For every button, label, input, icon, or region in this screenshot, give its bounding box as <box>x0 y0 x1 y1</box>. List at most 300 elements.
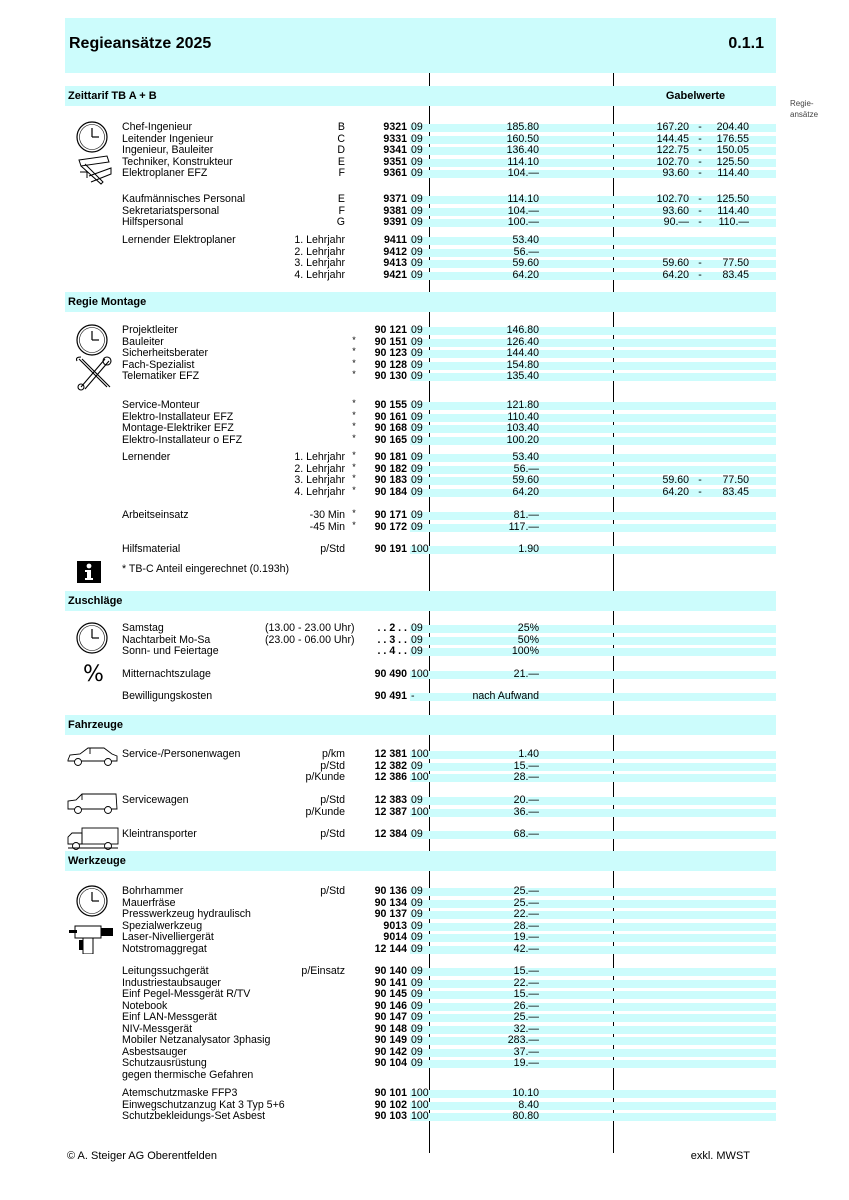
item-unit: 4. Lehrjahr <box>294 268 345 281</box>
footnote-star: * <box>352 421 356 431</box>
article-code: 12 383 <box>374 794 407 806</box>
price-value: 185.80 <box>506 121 539 133</box>
section-header <box>65 86 776 106</box>
page-header <box>65 18 776 73</box>
gabel-dash: - <box>698 193 702 205</box>
section-header <box>65 851 776 871</box>
code-suffix: 09 <box>411 509 423 521</box>
article-code: 90 104 <box>374 1057 407 1069</box>
code-suffix: 09 <box>411 896 423 909</box>
price-value: 1.90 <box>518 543 539 555</box>
price-value: 28.— <box>513 771 539 783</box>
price-value: 80.80 <box>512 1110 539 1122</box>
gabel-dash: - <box>698 216 702 228</box>
price-value: 114.10 <box>507 155 539 168</box>
item-label: Einf Pegel-Messgerät R/TV <box>122 988 251 1000</box>
code-suffix: 09 <box>411 828 423 840</box>
price-row <box>65 669 776 681</box>
code-suffix: 09 <box>411 520 423 533</box>
footnote-star: * <box>352 508 356 518</box>
price-value: nach Aufwand <box>472 690 539 702</box>
article-code: 9014 <box>383 931 407 943</box>
article-code: 90 155 <box>374 399 407 411</box>
gabel-dash: - <box>698 132 702 145</box>
price-value: 19.— <box>513 931 539 943</box>
item-label: Einf LAN-Messgerät <box>122 1011 217 1023</box>
item-unit: p/Einsatz <box>301 965 345 977</box>
price-row <box>65 235 776 247</box>
item-label: Notebook <box>122 999 168 1012</box>
gabel-min: 90.— <box>663 216 689 228</box>
item-label: Laser-Nivelliergerät <box>122 931 214 943</box>
article-code: 9413 <box>383 257 407 269</box>
price-value: 68.— <box>513 828 539 840</box>
section-title: Regie Montage <box>68 296 147 308</box>
code-suffix: 09 <box>411 347 423 359</box>
price-value: 25.— <box>513 1011 539 1023</box>
footnote-star: * <box>352 369 356 379</box>
item-label: Lernender Elektroplaner <box>122 234 236 246</box>
item-label: Notstromaggregat <box>122 942 207 955</box>
code-suffix: 09 <box>411 485 423 498</box>
article-code: 9341 <box>383 144 407 156</box>
gabel-max: 150.05 <box>716 144 749 156</box>
price-row <box>65 423 776 435</box>
price-row <box>65 510 776 522</box>
price-value: 26.— <box>513 999 539 1012</box>
price-value: 117.— <box>508 520 539 533</box>
van-icon <box>66 792 120 821</box>
item-label: Leitungssuchgerät <box>122 965 209 977</box>
car-icon <box>66 746 120 773</box>
price-row <box>65 519 776 534</box>
code-suffix: 09 <box>411 433 423 446</box>
gabel-max: 83.45 <box>722 268 749 281</box>
price-value: 15.— <box>513 988 539 1000</box>
price-value: 53.40 <box>512 234 539 246</box>
article-code: 90 130 <box>374 370 407 382</box>
copyright-text: © A. Steiger AG Oberentfelden <box>67 1150 217 1162</box>
gabel-min: 93.60 <box>662 167 689 179</box>
gabelwerte-header: Gabelwerte <box>665 90 726 102</box>
item-unit: -30 Min <box>309 509 345 521</box>
price-row <box>65 400 776 412</box>
article-code: 90 141 <box>374 976 407 989</box>
code-suffix: 09 <box>411 399 423 411</box>
svg-text:%: % <box>83 662 104 687</box>
code-suffix: 09 <box>411 633 423 646</box>
item-unit: 2. Lehrjahr <box>294 462 345 475</box>
article-code: 90 140 <box>374 965 407 977</box>
price-row <box>65 452 776 464</box>
gabel-dash: - <box>698 485 702 498</box>
page-number: 0.1.1 <box>728 35 764 52</box>
gabel-min: 102.70 <box>656 193 689 205</box>
item-label: Spezialwerkzeug <box>122 919 203 932</box>
item-label: Bohrhammer <box>122 885 184 897</box>
price-sheet <box>65 18 776 1153</box>
item-label: Sonn- und Feiertage <box>122 645 219 657</box>
price-row <box>65 1088 776 1100</box>
item-unit: G <box>336 216 345 228</box>
gabel-min: 59.60 <box>662 257 689 269</box>
price-row <box>65 484 776 499</box>
code-suffix: 09 <box>411 216 423 228</box>
article-code: 12 382 <box>374 759 407 772</box>
item-label: Elektro-Installateur o EFZ <box>122 433 243 446</box>
price-value: 42.— <box>513 942 539 955</box>
footnote-star: * <box>352 334 356 345</box>
item-unit: D <box>337 144 345 156</box>
item-label: Mobiler Netzanalysator 3phasig <box>122 1034 271 1046</box>
article-code: 90 191 <box>374 543 407 555</box>
code-suffix: 09 <box>411 268 423 281</box>
gabel-max: 110.— <box>718 216 749 228</box>
price-row <box>65 909 776 921</box>
item-label: Asbestsauger <box>122 1045 187 1058</box>
code-suffix: 09 <box>411 885 423 897</box>
gabel-max: 77.50 <box>722 257 749 269</box>
article-code: 9381 <box>383 204 407 217</box>
item-unit: 1. Lehrjahr <box>294 451 345 463</box>
code-suffix: 09 <box>411 245 423 258</box>
price-row <box>65 932 776 944</box>
code-suffix: 09 <box>411 121 423 133</box>
price-row <box>65 432 776 447</box>
price-value: 15.— <box>513 759 539 772</box>
code-suffix: 09 <box>411 204 423 217</box>
article-code: . . 4 . . <box>377 645 407 657</box>
article-code: 12 384 <box>374 828 407 840</box>
price-value: 37.— <box>513 1045 539 1058</box>
code-suffix: 09 <box>411 965 423 977</box>
code-suffix: 09 <box>411 193 423 205</box>
gabel-max: 114.40 <box>717 167 749 179</box>
price-value: 25.— <box>513 885 539 897</box>
price-value: 114.10 <box>507 193 539 205</box>
article-code: 90 103 <box>374 1110 407 1122</box>
gabel-max: 125.50 <box>716 155 749 168</box>
article-code: 90 121 <box>374 324 407 336</box>
price-value: 136.40 <box>506 144 539 156</box>
article-code: 12 381 <box>374 748 407 760</box>
price-value: 56.— <box>513 245 539 258</box>
footnote-star: * <box>352 450 356 460</box>
item-unit: E <box>337 155 345 168</box>
article-code: 90 183 <box>374 474 407 486</box>
item-label: Service-Monteur <box>122 399 200 411</box>
section-header <box>65 591 776 611</box>
gabel-min: 167.20 <box>656 121 689 133</box>
code-suffix: 09 <box>411 462 423 475</box>
footnote-text: * TB-C Anteil eingerechnet (0.193h) <box>122 563 290 575</box>
item-label: Kaufmännisches Personal <box>122 193 246 205</box>
code-suffix: 09 <box>411 1011 423 1023</box>
gabel-dash: - <box>698 155 702 168</box>
price-row <box>65 1070 776 1082</box>
code-suffix: 09 <box>411 410 423 423</box>
price-value: 100.20 <box>506 433 539 446</box>
section-title: Fahrzeuge <box>68 719 124 731</box>
item-label: Bauleiter <box>122 335 164 348</box>
code-suffix: 09 <box>411 370 423 382</box>
section-header <box>65 715 776 735</box>
code-suffix: 09 <box>411 1034 423 1046</box>
article-code: 90 171 <box>374 509 407 521</box>
code-suffix: 09 <box>411 988 423 1000</box>
item-label: Lernender <box>122 451 171 463</box>
price-value: 32.— <box>513 1022 539 1035</box>
code-suffix: 09 <box>411 1045 423 1058</box>
article-code: 9411 <box>384 234 407 246</box>
article-code: 90 137 <box>374 908 407 920</box>
price-row <box>65 795 776 807</box>
code-suffix: 09 <box>411 132 423 145</box>
article-code: . . 3 . . <box>377 633 407 646</box>
price-row <box>65 966 776 978</box>
code-suffix: 09 <box>411 931 423 943</box>
gabel-dash: - <box>698 144 702 156</box>
item-label: Samstag <box>122 622 164 634</box>
item-unit: 4. Lehrjahr <box>294 485 345 498</box>
side-note-line: ansätze <box>790 110 819 119</box>
clock-drill-icon <box>69 884 119 959</box>
price-value: 100.— <box>507 216 539 228</box>
price-value: 146.80 <box>506 324 539 336</box>
section-title: Zeittarif TB A + B <box>68 90 157 102</box>
code-suffix: 100 <box>411 805 429 818</box>
item-unit: p/Std <box>320 759 345 772</box>
clock-percent-icon <box>69 621 119 696</box>
item-label: Nachtarbeit Mo-Sa <box>122 633 211 646</box>
price-row <box>65 194 776 206</box>
price-row <box>65 544 776 556</box>
article-code: 9371 <box>383 193 407 205</box>
code-suffix: 100 <box>411 1110 429 1122</box>
price-value: 22.— <box>513 976 539 989</box>
article-code: 9391 <box>383 216 407 228</box>
article-code: 90 146 <box>374 999 407 1012</box>
item-label: Telematiker EFZ <box>122 370 200 382</box>
footnote-star: * <box>352 473 356 483</box>
gabel-min: 64.20 <box>662 268 689 281</box>
price-row <box>65 646 776 658</box>
info-icon <box>77 561 101 588</box>
article-code: 90 147 <box>374 1011 407 1023</box>
code-suffix: 09 <box>411 257 423 269</box>
footnote-star: * <box>352 398 356 408</box>
price-row <box>65 325 776 337</box>
item-unit: p/km <box>322 748 345 760</box>
item-unit: p/Std <box>320 885 345 897</box>
price-value: 50% <box>517 633 539 646</box>
price-value: 22.— <box>513 908 539 920</box>
price-value: 59.60 <box>512 257 539 269</box>
price-value: 1.40 <box>518 748 539 760</box>
item-label: Leitender Ingenieur <box>122 132 214 145</box>
article-code: 90 182 <box>374 462 407 475</box>
footnote-star: * <box>352 346 356 356</box>
code-suffix: 09 <box>411 908 423 920</box>
code-suffix: 09 <box>411 234 423 246</box>
code-suffix: 09 <box>411 942 423 955</box>
item-unit: 1. Lehrjahr <box>294 234 345 246</box>
code-suffix: 09 <box>411 999 423 1012</box>
side-note <box>790 98 818 120</box>
footnote-star: * <box>352 519 356 530</box>
price-row <box>65 258 776 270</box>
price-row <box>65 807 776 819</box>
article-code: 90 136 <box>374 885 407 897</box>
item-label: Schutzbekleidungs-Set Asbest <box>122 1110 266 1122</box>
footer <box>67 1150 750 1162</box>
price-value: 20.— <box>513 794 539 806</box>
item-label: Hilfspersonal <box>122 216 184 228</box>
gabel-dash: - <box>698 167 702 179</box>
article-code: 12 386 <box>374 771 407 783</box>
gabel-min: 64.20 <box>662 485 689 498</box>
code-suffix: 09 <box>411 451 423 463</box>
item-label: Montage-Elektriker EFZ <box>122 422 234 434</box>
price-row <box>65 623 776 635</box>
price-value: 104.— <box>507 167 539 179</box>
article-code: 9412 <box>383 245 407 258</box>
price-value: 121.80 <box>506 399 539 411</box>
code-suffix: 09 <box>411 155 423 168</box>
code-suffix: 09 <box>411 324 423 336</box>
article-code: 90 172 <box>374 520 407 533</box>
item-label: Elektroplaner EFZ <box>122 167 208 179</box>
item-label: Techniker, Konstrukteur <box>122 155 233 168</box>
price-row <box>65 145 776 157</box>
price-value: 144.40 <box>506 347 539 359</box>
article-code: 90 165 <box>374 433 407 446</box>
price-value: 104.— <box>507 204 539 217</box>
item-label: Projektleiter <box>122 324 178 336</box>
price-row <box>65 217 776 229</box>
gabel-min: 59.60 <box>662 474 689 486</box>
code-suffix: 09 <box>411 759 423 772</box>
code-suffix: - <box>411 690 415 702</box>
price-row <box>65 749 776 761</box>
article-code: 9331 <box>383 132 407 145</box>
price-value: 56.— <box>513 462 539 475</box>
side-note-line: Regie- <box>790 99 814 108</box>
item-unit: F <box>338 204 345 217</box>
item-label: Bewilligungskosten <box>122 690 213 702</box>
gabel-min: 122.75 <box>656 144 689 156</box>
article-code: 90 128 <box>374 358 407 371</box>
item-unit: C <box>337 132 345 145</box>
article-code: 12 387 <box>374 805 407 818</box>
price-row <box>65 1035 776 1047</box>
item-unit: p/Std <box>320 828 345 840</box>
item-label: Industriestaubsauger <box>122 976 221 989</box>
price-value: 10.10 <box>512 1087 539 1099</box>
item-label: Mauerfräse <box>122 896 176 909</box>
price-value: 64.20 <box>512 485 539 498</box>
price-row <box>65 886 776 898</box>
footnote-star: * <box>352 461 356 472</box>
footnote-star: * <box>352 432 356 443</box>
article-code: 12 144 <box>374 942 407 955</box>
article-code: 90 123 <box>374 347 407 359</box>
item-label: Sekretariatspersonal <box>122 204 220 217</box>
item-label: Ingenieur, Bauleiter <box>122 144 214 156</box>
code-suffix: 09 <box>411 335 423 348</box>
price-value: 36.— <box>513 805 539 818</box>
price-value: 25.— <box>513 896 539 909</box>
article-code: 9013 <box>383 919 407 932</box>
price-row <box>65 944 776 956</box>
clock-plan-icon <box>69 120 119 195</box>
article-code: 9421 <box>383 268 407 281</box>
gabel-max: 77.50 <box>722 474 749 486</box>
code-suffix: 100 <box>411 668 429 680</box>
item-label: Sicherheitsberater <box>122 347 208 359</box>
price-row <box>65 270 776 282</box>
code-suffix: 09 <box>411 422 423 434</box>
article-code: 90 134 <box>374 896 407 909</box>
price-value: 25% <box>517 622 539 634</box>
article-code: 90 101 <box>374 1087 407 1099</box>
code-suffix: 09 <box>411 1057 423 1069</box>
gabel-max: 204.40 <box>716 121 749 133</box>
article-code: 90 149 <box>374 1034 407 1046</box>
price-row <box>65 475 776 487</box>
item-label: Fach-Spezialist <box>122 358 195 371</box>
code-suffix: 09 <box>411 976 423 989</box>
item-label: gegen thermische Gefahren <box>122 1068 254 1081</box>
gabel-max: 176.55 <box>716 132 749 145</box>
price-value: 110.40 <box>507 410 539 423</box>
article-code: 90 161 <box>374 410 407 423</box>
section-header <box>65 292 776 312</box>
item-unit: p/Std <box>320 794 345 806</box>
article-code: 90 490 <box>374 668 407 680</box>
code-suffix: 100 <box>411 1098 429 1111</box>
price-value: 103.40 <box>506 422 539 434</box>
gabel-max: 114.40 <box>717 204 749 217</box>
item-label: Einwegschutzanzug Kat 3 Typ 5+6 <box>122 1098 285 1111</box>
article-code: 90 142 <box>374 1045 407 1058</box>
article-code: 90 151 <box>374 335 407 348</box>
code-suffix: 09 <box>411 645 423 657</box>
gabel-min: 144.45 <box>656 132 689 145</box>
item-unit: p/Kunde <box>305 805 345 818</box>
code-suffix: 100 <box>411 543 429 555</box>
price-row <box>65 1111 776 1123</box>
item-unit: p/Std <box>320 543 345 555</box>
item-unit: (23.00 - 06.00 Uhr) <box>265 633 355 646</box>
article-code: 9361 <box>383 167 407 179</box>
item-label: Chef-Ingenieur <box>122 121 193 133</box>
code-suffix: 100 <box>411 1087 429 1099</box>
page-title: Regieansätze 2025 <box>69 35 212 52</box>
price-value: 59.60 <box>512 474 539 486</box>
code-suffix: 09 <box>411 794 423 806</box>
article-code: 90 102 <box>374 1098 407 1111</box>
code-suffix: 09 <box>411 167 423 179</box>
item-unit: B <box>337 121 345 133</box>
article-code: 90 145 <box>374 988 407 1000</box>
item-label: Mitternachtszulage <box>122 668 211 680</box>
price-value: 15.— <box>513 965 539 977</box>
article-code: 9321 <box>383 121 407 133</box>
article-code: 90 491 <box>374 690 407 702</box>
price-row <box>65 1058 776 1070</box>
price-value: 81.— <box>513 509 539 521</box>
